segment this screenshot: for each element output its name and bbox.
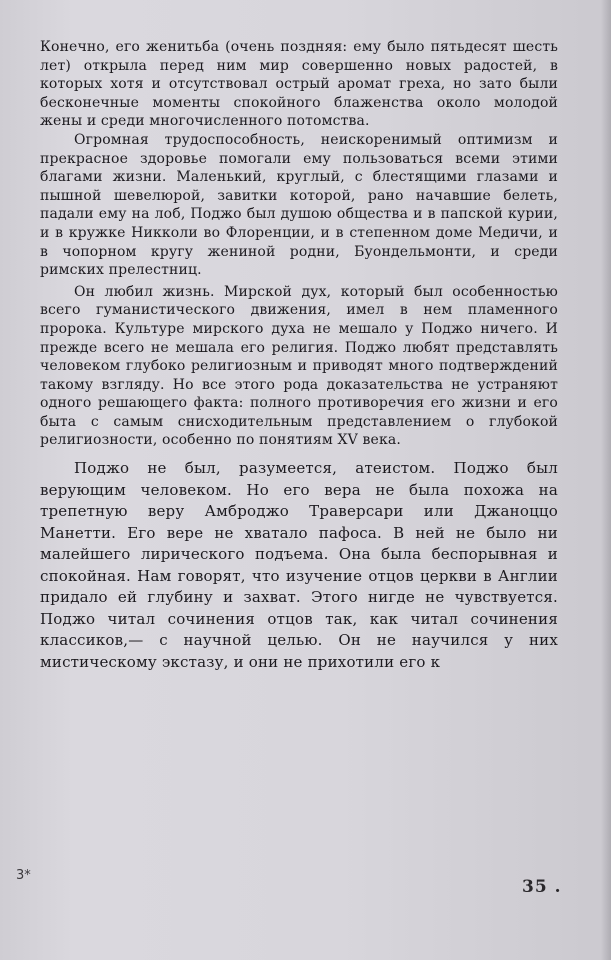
page-body-text	[40, 38, 558, 673]
paragraph-3-text: Он любил жизнь. Мирской дух, который был особенностью всего гуманистического движения, имел в нем пламенного пророка. Культуре мирского духа не мешало у Поджо ничего. И прежде всего не мешала его религия. Поджо любят представлять человеком глубоко религиозным и приводят много подтверждений такому взгляду. Но все этого рода доказательства не устраняют одного решающего факта: полного противоречия его жизни и его быта с самым снисходительным представлением о глубокой религиозности, особенно по понятиям XV века.	[40, 283, 558, 449]
page-number: 35 .	[522, 877, 562, 897]
paragraph-2-text: Огромная трудоспособность, неискоренимый оптимизм и прекрасное здоровье помогали ему пользоваться всеми этими благами жизни. Маленький, круглый, с блестящими глазами и пышной шевелюрой, завитки которой, рано начавшие белеть, падали ему на лоб, Поджо был душою общества и в папской курии, и в кружке Никколи во Флоренции, и в степенном доме Медичи, и в чопорном кругу жениной родни, Буондельмонти, и среди римских прелестниц.	[40, 131, 558, 279]
paragraph-4	[40, 458, 558, 673]
paragraph-4-text: Поджо не был, разумеется, атеистом. Поджо был верующим человеком. Но его вера не была похожа на трепетную веру Амброджо Траверсари или Джаноццо Манетти. Его вере не хватало пафоса. В ней не было ни малейшего лирического подъема. Она была беспорывная и спокойная. Нам говорят, что изучение отцов церкви в Англии придало ей глубину и захват. Этого нигде не чувствуется. Поджо читал сочинения отцов так, как читал сочинения классиков,— с научной целью. Он не научился у них мистическому экстазу, и они не прихотили его к	[40, 459, 558, 671]
printer-signature-mark: 3*	[16, 868, 31, 883]
paragraph-1	[40, 38, 558, 131]
paragraph-3	[40, 283, 558, 450]
paragraph-1-text: Конечно, его женитьба (очень поздняя: ему было пятьдесят шесть лет) открыла перед ним мир совершенно новых радостей, в которых хотя и отсутствовал острый аромат греха, но зато были бесконечные моменты спокойного блаженства около молодой жены и среди многочисленного потомства.	[40, 39, 558, 130]
page-edge-shadow	[601, 0, 611, 960]
paragraph-2	[40, 131, 558, 280]
